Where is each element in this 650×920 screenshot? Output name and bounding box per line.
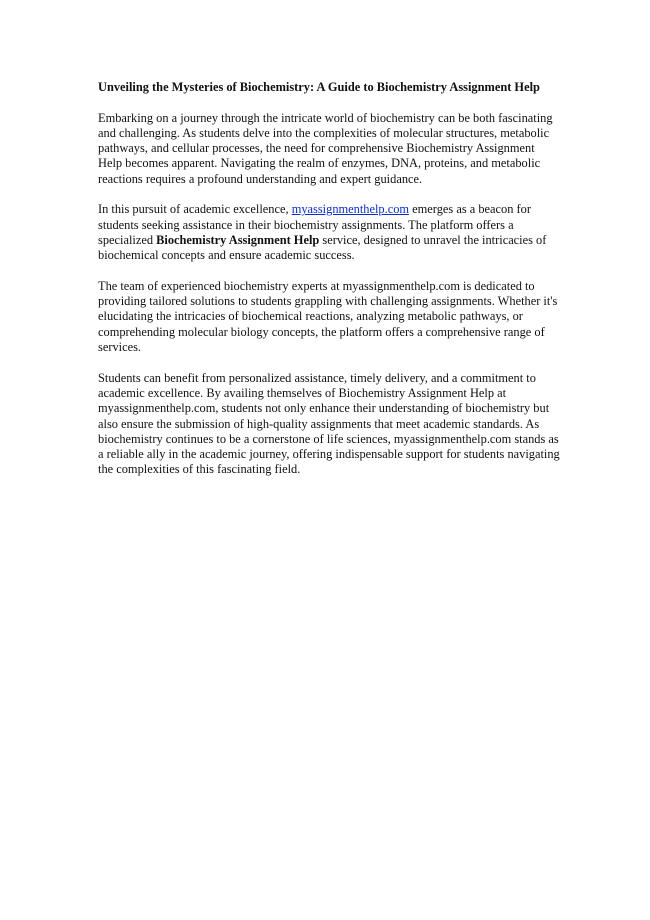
paragraph-platform-text-start: In this pursuit of academic excellence, [98, 202, 292, 217]
service-name-bold: Biochemistry Assignment Help [156, 232, 320, 247]
paragraph-experts: The team of experienced biochemistry experts at myassignmenthelp.com is dedicated to providing tailored solutions to students grappling with challenging assignments. Whether it's elucidating the intricacies of biochemical reactions, analyzing metabolic pathways, or comprehending molecular biology concepts, the platform offers a comprehensive range of services. [98, 278, 558, 355]
document-body [98, 80, 560, 478]
paragraph-intro: Embarking on a journey through the intricate world of biochemistry can be both fascinating and challenging. As students delve into the complexities of molecular structures, metabolic pathways, and cellular processes, the need for comprehensive Biochemistry Assignment Help becomes apparent. Navigating the realm of enzymes, DNA, proteins, and metabolic reactions requires a profound understanding and expert guidance. [98, 110, 553, 186]
myassignmenthelp-link[interactable]: myassignmenthelp.com [291, 202, 410, 217]
document-title: Unveiling the Mysteries of Biochemistry: A Guide to Biochemistry Assignment Help [98, 80, 540, 94]
paragraph-platform-text-middle: emerges as a beacon for students seeking assistance in their biochemistry assignments. The platform offers a specialized [98, 202, 531, 247]
paragraph-platform-text-end: service, designed to unravel the intricacies of biochemical concepts and ensure academic success. [98, 232, 547, 263]
paragraph-benefits: Students can benefit from personalized assistance, timely delivery, and a commitment to academic excellence. By availing themselves of Biochemistry Assignment Help at myassignmenthelp.com, students not only enhance their understanding of biochemistry but also ensure the submission of high-quality assignments that meet academic standards. As biochemistry continues to be a cornerstone of life sciences, myassignmenthelp.com stands as a reliable ally in the academic journey, offering indispensable support for students navigating the complexities of this fascinating field. [98, 370, 560, 477]
paragraph-platform [98, 202, 560, 263]
